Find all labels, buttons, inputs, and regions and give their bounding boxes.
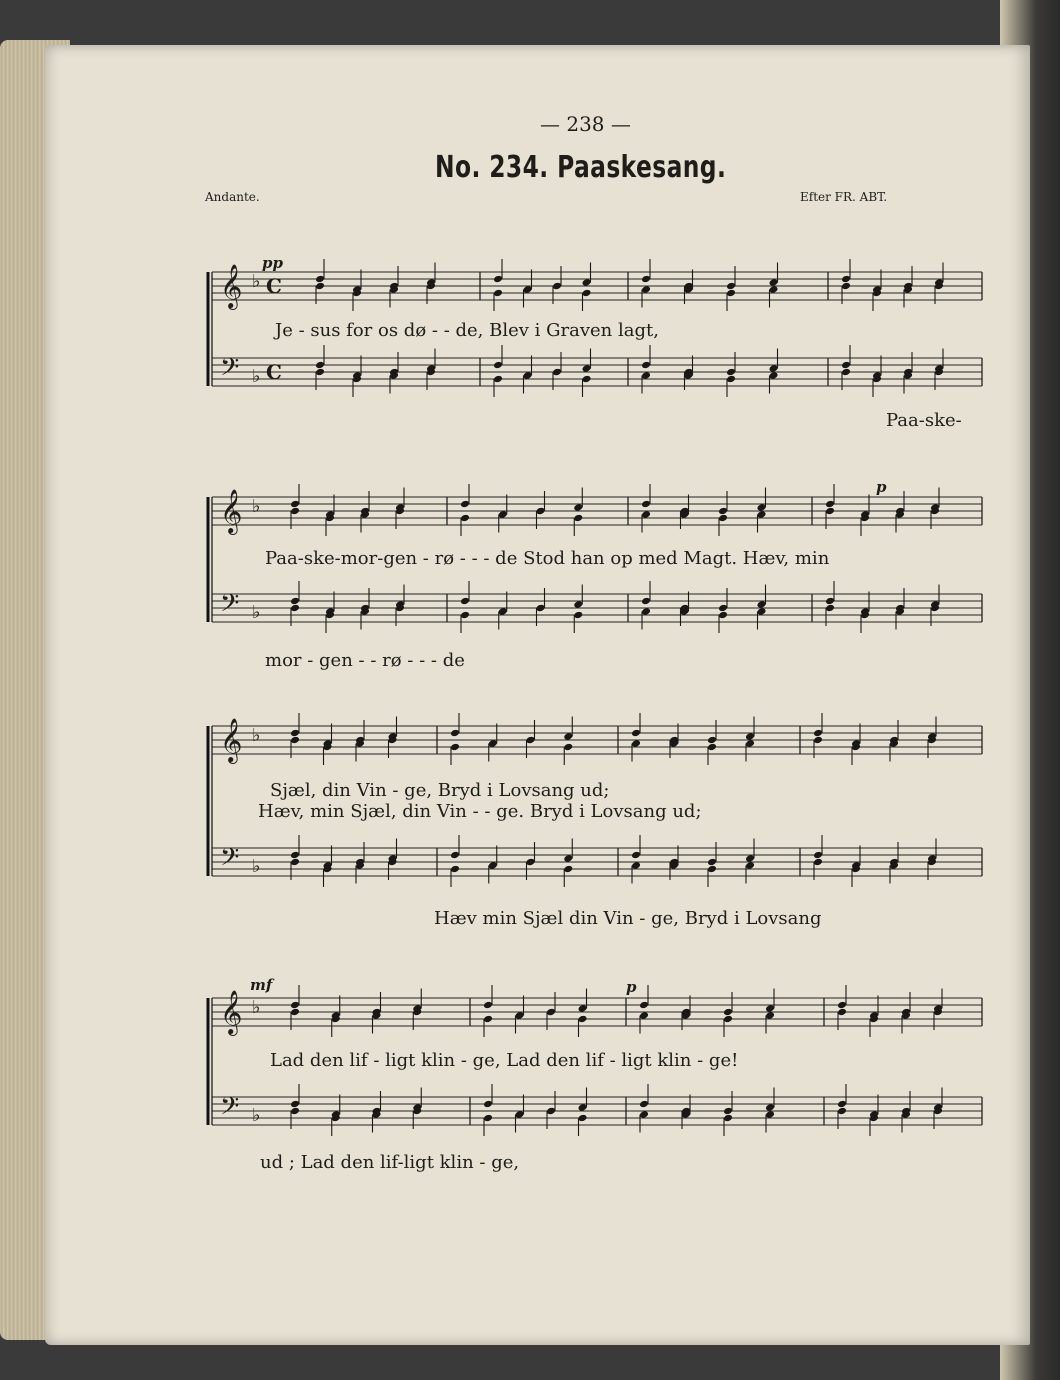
lyrics-system-2-bass: mor - gen - - rø - - - de bbox=[265, 650, 465, 671]
lyrics-system-4-treble: Lad den lif - ligt klin - ge, Lad den lif - ligt klin - ge! bbox=[270, 1050, 739, 1071]
dynamic-mf: mf bbox=[250, 976, 273, 994]
flat-sign-icon: ♭ bbox=[252, 856, 261, 877]
flat-sign-icon: ♭ bbox=[252, 496, 261, 517]
lyrics-system-3-treble-verse-1: Sjæl, din Vin - ge, Bryd i Lovsang ud; bbox=[270, 780, 610, 801]
flat-sign-icon: ♭ bbox=[252, 1105, 261, 1126]
page-number: — 238 — bbox=[540, 112, 631, 136]
song-title: No. 234. Paaskesang. bbox=[435, 150, 727, 185]
treble-clef-icon: 𝄞 bbox=[220, 264, 243, 308]
flat-sign-icon: ♭ bbox=[252, 602, 261, 623]
dynamic-pp: pp bbox=[262, 254, 283, 272]
treble-clef-icon: 𝄞 bbox=[220, 990, 243, 1034]
lyrics-system-2-treble: Paa-ske-mor-gen - rø - - - de Stod han op med Magt. Hæv, min bbox=[265, 548, 830, 569]
bass-clef-icon: 𝄢 bbox=[220, 1092, 240, 1127]
flat-sign-icon: ♭ bbox=[252, 725, 261, 746]
treble-clef-icon: 𝄞 bbox=[220, 489, 243, 533]
treble-clef-icon: 𝄞 bbox=[220, 718, 243, 762]
bass-clef-icon: 𝄢 bbox=[220, 843, 240, 878]
dynamic-p-2: p bbox=[626, 978, 637, 996]
tempo-marking: Andante. bbox=[205, 190, 260, 204]
lyrics-system-3-treble-verse-2: Hæv, min Sjæl, din Vin - - ge. Bryd i Lovsang ud; bbox=[258, 801, 702, 822]
lyrics-system-1-treble: Je - sus for os dø - - de, Blev i Graven lagt, bbox=[275, 320, 659, 341]
common-time-icon: C bbox=[266, 360, 282, 384]
lyrics-system-4-bass: ud ; Lad den lif-ligt klin - ge, bbox=[260, 1152, 520, 1173]
flat-sign-icon: ♭ bbox=[252, 366, 261, 387]
dynamic-p: p bbox=[876, 478, 887, 496]
bass-clef-icon: 𝄢 bbox=[220, 353, 240, 388]
lyrics-system-1-bass: Paa-ske- bbox=[886, 410, 962, 431]
flat-sign-icon: ♭ bbox=[252, 997, 261, 1018]
bass-clef-icon: 𝄢 bbox=[220, 589, 240, 624]
common-time-icon: C bbox=[266, 274, 282, 298]
lyrics-system-3-bass: Hæv min Sjæl din Vin - ge, Bryd i Lovsang bbox=[434, 908, 822, 929]
composer-credit: Efter FR. ABT. bbox=[800, 190, 888, 204]
flat-sign-icon: ♭ bbox=[252, 271, 261, 292]
